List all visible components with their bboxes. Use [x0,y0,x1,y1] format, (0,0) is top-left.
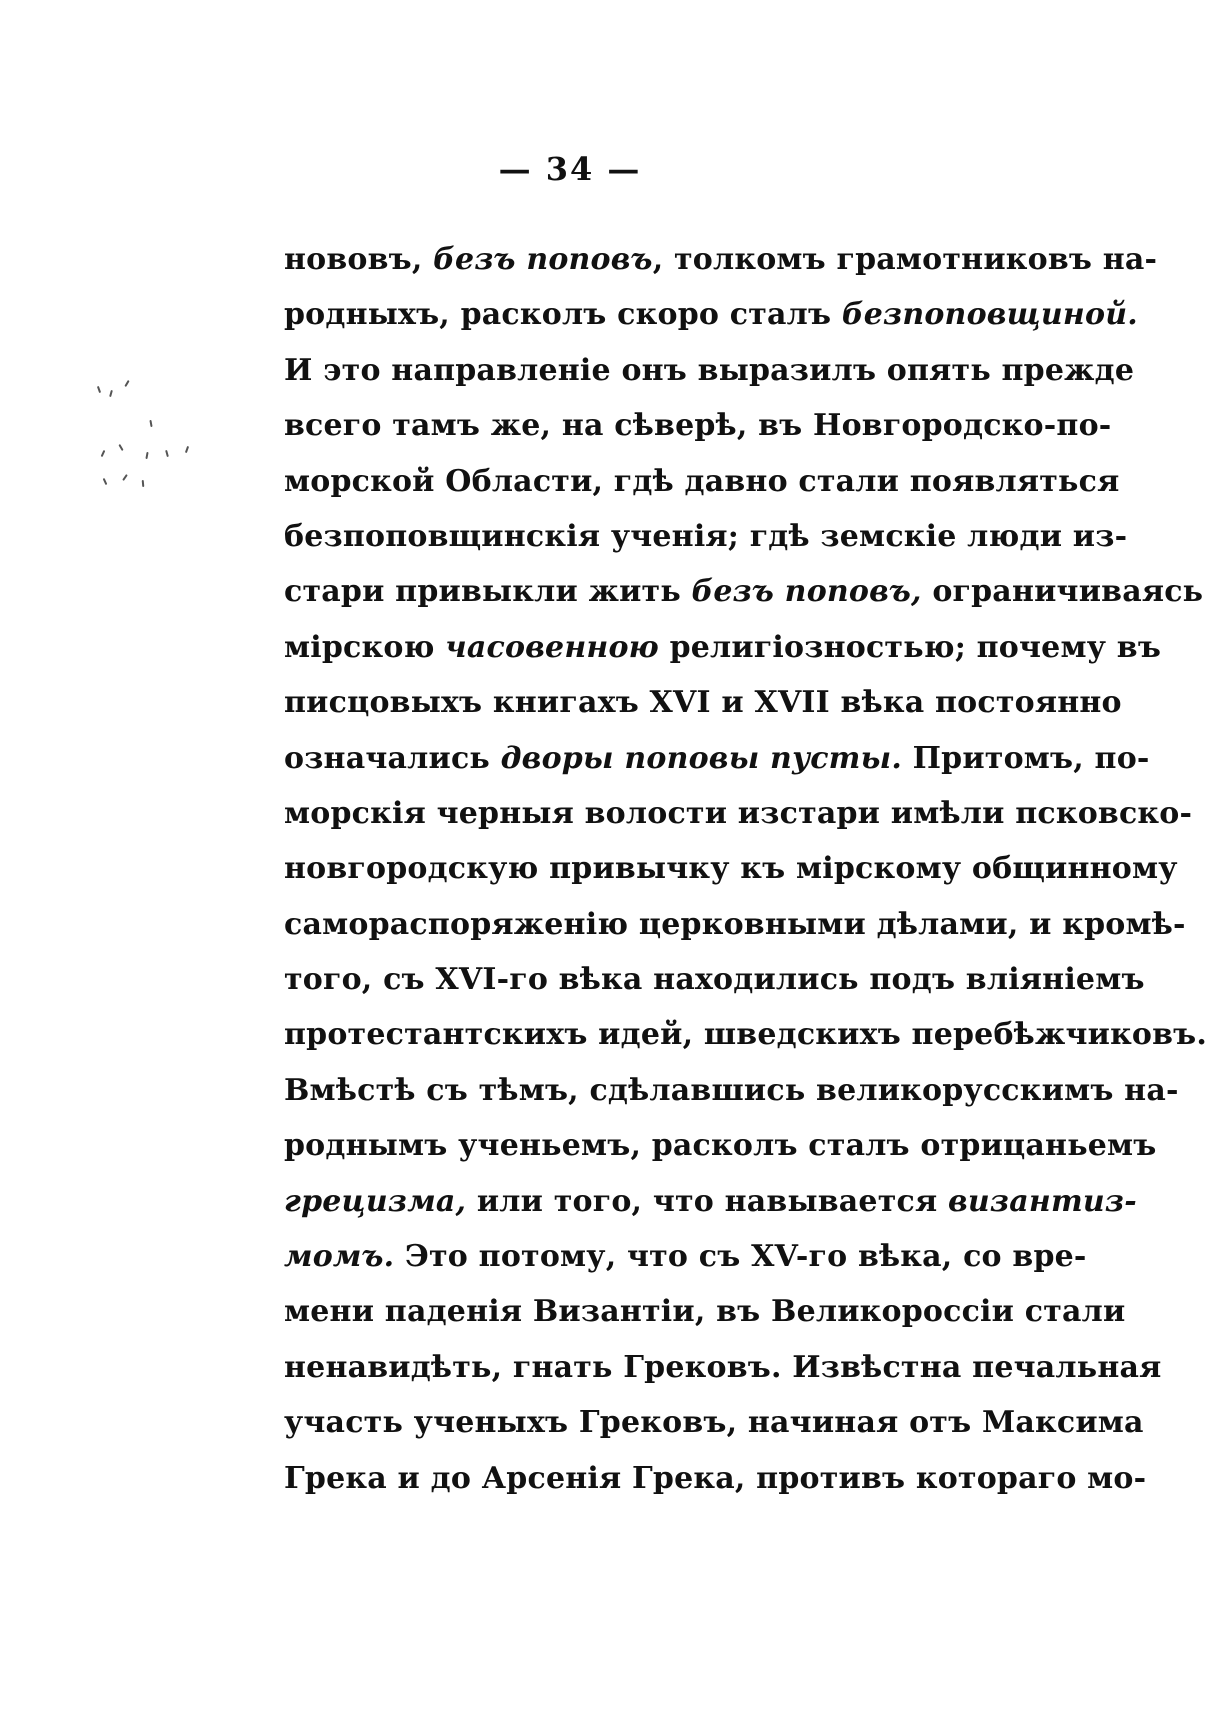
text-line [284,1118,1157,1173]
text-segment: ненавидѣть, гнать Грековъ. Извѣстна печальная [284,1349,1162,1385]
italic-segment: грецизма, [284,1183,467,1219]
text-segment: самораспоряженію церковными дѣлами, и кромѣ- [284,906,1186,942]
text-segment: означались [284,740,501,776]
text-line [284,786,1193,841]
text-segment: писцовыхъ книгахъ XVI и XVII вѣка постоянно [284,685,1122,721]
text-line [284,1174,1137,1229]
text-segment: всего тамъ же, на сѣверѣ, въ Новгородско-по- [284,408,1112,444]
text-line [284,232,1158,287]
text-segment: мірскою [284,629,446,665]
text-segment: того, съ XVI-го вѣка находились подъ вліяніемъ [284,962,1145,998]
text-segment: стари привыкли жить [284,574,692,610]
text-line [284,1340,1162,1395]
italic-segment: безъ поповъ [433,242,653,277]
page-number: — 34 — [498,150,642,188]
text-line [284,952,1145,1007]
text-line [284,675,1122,730]
text-line [284,398,1112,453]
text-line [284,564,1204,619]
text-segment: Это потому, что съ XV-го вѣка, со вре- [394,1239,1087,1275]
text-segment: морскія черныя волости изстари имѣли псковско- [284,795,1193,831]
body-text [284,232,1207,1506]
text-segment: безпоповщинскія ученія; гдѣ земскіе люди из- [284,518,1128,554]
text-segment: Вмѣстѣ съ тѣмъ, сдѣлавшись великорусскимъ на- [284,1072,1179,1108]
italic-segment: безъ поповъ, [691,574,922,610]
text-line [284,343,1135,398]
text-line [284,1007,1207,1062]
text-segment: Притомъ, по- [902,740,1150,776]
text-line [284,731,1150,786]
italic-segment: момъ. [284,1239,395,1275]
text-line [284,454,1120,509]
text-segment: Грека и до Арсенія Грека, противъ котораго мо- [284,1460,1147,1496]
text-segment: мени паденія Византіи, въ Великороссіи стали [284,1294,1126,1330]
text-line [284,897,1186,952]
text-segment: религіозностью; почему въ [658,629,1162,665]
text-line [284,1284,1126,1339]
text-line [284,287,1138,342]
text-segment: , толкомъ грамотниковъ на- [652,242,1158,277]
text-segment: или того, что навывается [466,1183,948,1219]
text-segment: участь ученыхъ Грековъ, начиная отъ Максима [284,1405,1144,1441]
text-line [284,1229,1087,1284]
text-segment: И это направленіе онъ выразилъ опять прежде [284,352,1135,388]
text-line [284,841,1178,896]
text-segment: родныхъ, расколъ скоро сталъ [284,297,842,333]
text-segment: новгородскую привычку къ мірскому общинному [284,851,1178,887]
text-line [284,1451,1147,1506]
text-segment: роднымъ ученьемъ, расколъ сталъ отрицаньемъ [284,1128,1157,1164]
text-segment: ограничиваясь [921,574,1204,610]
italic-segment: дворы поповы пусты. [500,740,902,776]
text-line [284,1063,1179,1118]
italic-segment: часовенною [445,629,659,665]
text-segment: протестантскихъ идей, шведскихъ перебѣжчиковъ. [284,1017,1207,1053]
italic-segment: византиз- [947,1183,1137,1219]
text-line [284,509,1128,564]
margin-specks [90,380,210,540]
text-segment: нововъ, [284,242,434,277]
text-line [284,620,1162,675]
italic-segment: безпоповщиной. [841,297,1138,333]
text-segment: морской Области, гдѣ давно стали появляться [284,463,1120,499]
text-line [284,1395,1144,1450]
